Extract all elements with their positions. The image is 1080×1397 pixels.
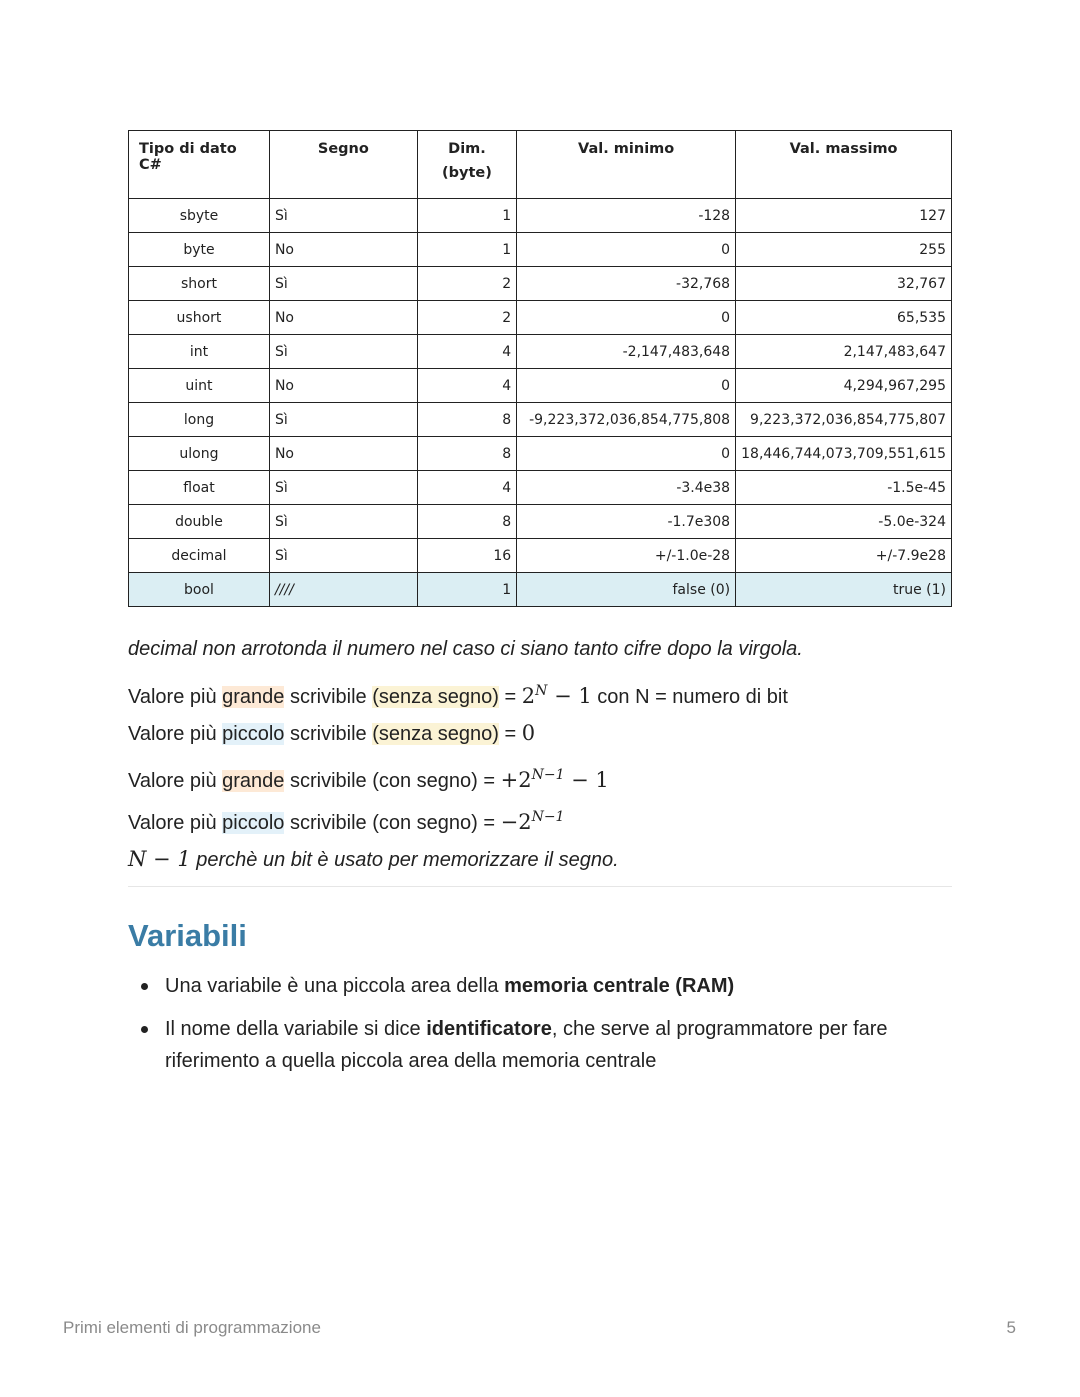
- cell-min: -1.7e308: [517, 505, 736, 539]
- cell-type: short: [129, 267, 270, 301]
- table-row: [129, 403, 952, 437]
- table-row: [129, 369, 952, 403]
- table-row: [129, 335, 952, 369]
- highlight-piccolo: piccolo: [222, 723, 285, 745]
- section-divider: [128, 886, 952, 887]
- cell-size: 1: [417, 199, 516, 233]
- cell-max: +/-7.9e28: [736, 539, 952, 573]
- cell-size: 4: [417, 369, 516, 403]
- table-row: [129, 267, 952, 301]
- cell-min: false (0): [517, 573, 736, 607]
- cell-size: 1: [417, 573, 516, 607]
- cell-min: -32,768: [517, 267, 736, 301]
- cell-max: 18,446,744,073,709,551,615: [736, 437, 952, 471]
- header-size: Dim. (byte): [417, 131, 516, 199]
- cell-min: -3.4e38: [517, 471, 736, 505]
- notes-block: [128, 630, 958, 882]
- formula: N − 1: [128, 847, 191, 871]
- cell-min: 0: [517, 233, 736, 267]
- cell-sign: No: [269, 233, 417, 267]
- cell-type: decimal: [129, 539, 270, 573]
- signed-min-line: Valore più piccolo scrivibile (con segno) = $-2^{N-1}$: [128, 809, 565, 834]
- cell-sign: No: [269, 301, 417, 335]
- bullet-icon: [141, 983, 148, 990]
- highlight-senza-segno: (senza segno): [372, 723, 499, 745]
- cell-type: bool: [129, 573, 270, 607]
- formula: $2^N - 1$: [521, 683, 592, 708]
- highlight-senza-segno: (senza segno): [372, 686, 499, 708]
- data-types-table: [128, 130, 952, 607]
- cell-sign: Sì: [269, 471, 417, 505]
- cell-max: 255: [736, 233, 952, 267]
- cell-max: -5.0e-324: [736, 505, 952, 539]
- table-row: [129, 539, 952, 573]
- cell-sign: Sì: [269, 403, 417, 437]
- table-row: [129, 233, 952, 267]
- cell-sign: No: [269, 437, 417, 471]
- list-item: Il nome della variabile si dice identificatore, che serve al programmatore per fare riferimento a quella piccola area della memoria centrale: [128, 1013, 948, 1077]
- table-row: [129, 301, 952, 335]
- cell-sign: ////: [269, 573, 417, 607]
- cell-sign: Sì: [269, 267, 417, 301]
- table-row: [129, 471, 952, 505]
- cell-max: 32,767: [736, 267, 952, 301]
- header-sign: Segno: [269, 131, 417, 199]
- cell-max: true (1): [736, 573, 952, 607]
- cell-min: 0: [517, 301, 736, 335]
- highlight-grande: grande: [222, 686, 285, 708]
- cell-min: 0: [517, 369, 736, 403]
- cell-sign: Sì: [269, 199, 417, 233]
- highlight-grande: grande: [222, 770, 285, 792]
- cell-sign: Sì: [269, 335, 417, 369]
- cell-type: long: [129, 403, 270, 437]
- sign-bit-note: N − 1 perchè un bit è usato per memorizzare il segno.: [128, 847, 619, 871]
- table-row: [129, 505, 952, 539]
- footer-title: Primi elementi di programmazione: [63, 1318, 321, 1337]
- cell-type: ulong: [129, 437, 270, 471]
- cell-size: 16: [417, 539, 516, 573]
- formula: $+2^{N-1} - 1$: [500, 767, 609, 792]
- header-min: Val. minimo: [517, 131, 736, 199]
- cell-type: uint: [129, 369, 270, 403]
- cell-type: byte: [129, 233, 270, 267]
- cell-type: sbyte: [129, 199, 270, 233]
- cell-type: int: [129, 335, 270, 369]
- cell-min: -9,223,372,036,854,775,808: [517, 403, 736, 437]
- signed-max-line: Valore più grande scrivibile (con segno) = $+2^{N-1} - 1$: [128, 767, 609, 792]
- bullet-list: [128, 970, 948, 1088]
- unsigned-min-line: Valore più piccolo scrivibile (senza segno) = 0: [128, 721, 536, 745]
- highlight-piccolo: piccolo: [222, 812, 285, 834]
- cell-sign: Sì: [269, 505, 417, 539]
- cell-sign: No: [269, 369, 417, 403]
- cell-max: -1.5e-45: [736, 471, 952, 505]
- cell-size: 8: [417, 437, 516, 471]
- cell-min: -2,147,483,648: [517, 335, 736, 369]
- cell-max: 9,223,372,036,854,775,807: [736, 403, 952, 437]
- header-max: Val. massimo: [736, 131, 952, 199]
- cell-size: 4: [417, 471, 516, 505]
- unsigned-max-line: Valore più grande scrivibile (senza segno) = $2^N - 1$ con N = numero di bit: [128, 683, 788, 708]
- bullet-icon: [141, 1026, 148, 1033]
- header-type: Tipo di dato C#: [129, 131, 270, 199]
- cell-size: 8: [417, 403, 516, 437]
- decimal-note: decimal non arrotonda il numero nel caso ci siano tanto cifre dopo la virgola.: [128, 638, 803, 660]
- cell-min: 0: [517, 437, 736, 471]
- cell-min: -128: [517, 199, 736, 233]
- cell-size: 4: [417, 335, 516, 369]
- cell-max: 65,535: [736, 301, 952, 335]
- cell-max: 2,147,483,647: [736, 335, 952, 369]
- cell-max: 4,294,967,295: [736, 369, 952, 403]
- table-header-row: [129, 131, 952, 199]
- list-item: Una variabile è una piccola area della memoria centrale (RAM): [128, 970, 948, 1002]
- cell-type: double: [129, 505, 270, 539]
- cell-type: ushort: [129, 301, 270, 335]
- cell-size: 1: [417, 233, 516, 267]
- cell-size: 8: [417, 505, 516, 539]
- table-row: [129, 437, 952, 471]
- section-title: Variabili: [128, 918, 247, 953]
- cell-type: float: [129, 471, 270, 505]
- table-row: [129, 199, 952, 233]
- cell-size: 2: [417, 267, 516, 301]
- cell-max: 127: [736, 199, 952, 233]
- cell-min: +/-1.0e-28: [517, 539, 736, 573]
- formula: $-2^{N-1}$: [500, 809, 565, 834]
- cell-sign: Sì: [269, 539, 417, 573]
- cell-size: 2: [417, 301, 516, 335]
- formula: 0: [521, 721, 536, 745]
- page-number: 5: [1006, 1318, 1016, 1337]
- table-row-bool: [129, 573, 952, 607]
